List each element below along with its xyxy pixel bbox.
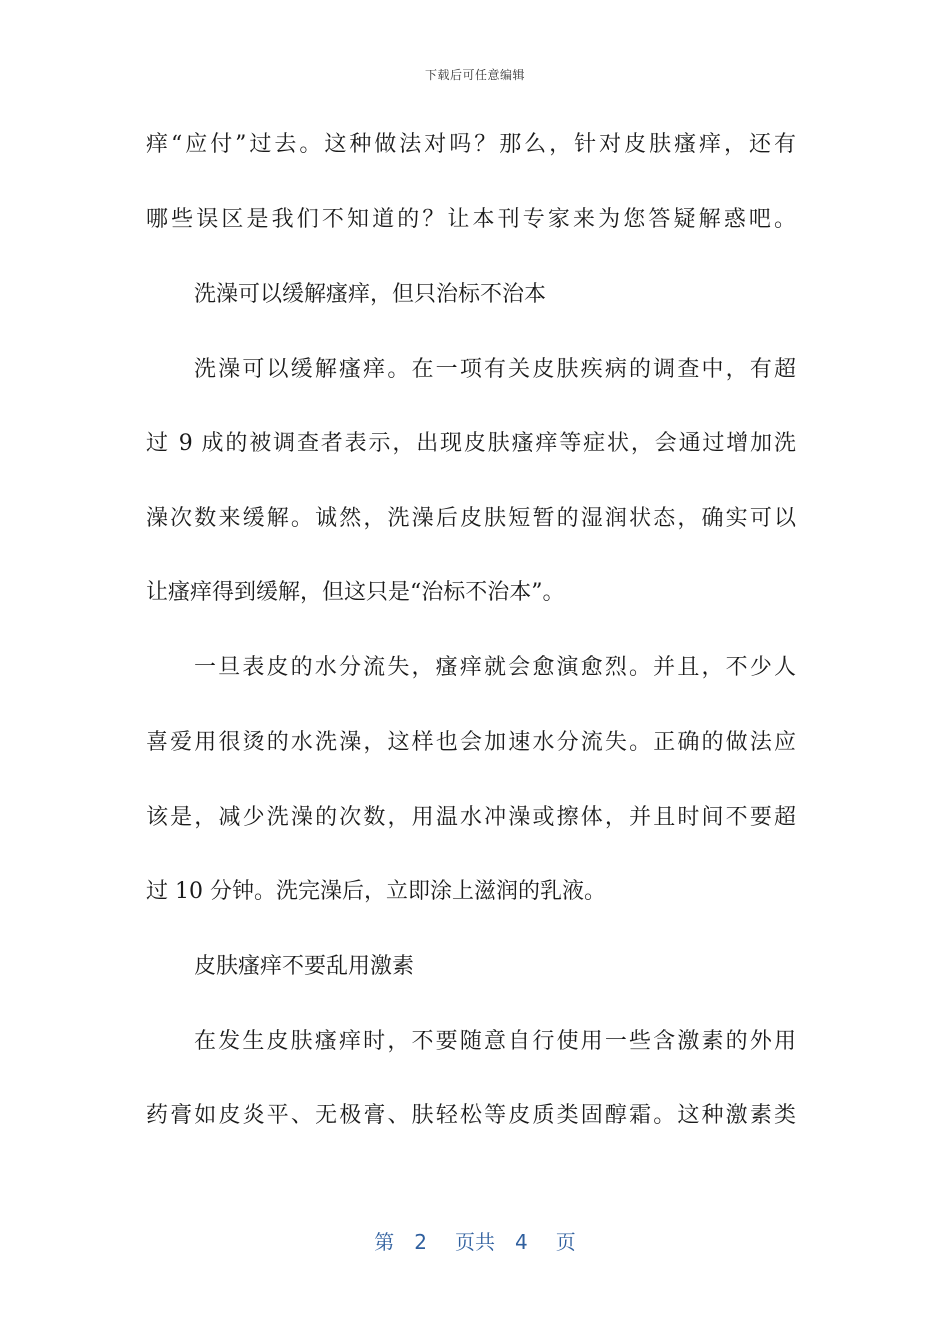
page-footer [0, 1226, 950, 1255]
text-line: 一旦表皮的水分流失，瘙痒就会愈演愈烈。并且，不少人 [194, 655, 796, 680]
text-line: 哪些误区是我们不知道的？让本刊专家来为您答疑解惑吧。 [146, 207, 796, 232]
text-line: 过 9 成的被调查者表示，出现皮肤瘙痒等症状，会通过增加洗 [146, 431, 796, 456]
text-line: 澡次数来缓解。诚然，洗澡后皮肤短暂的湿润状态，确实可以 [146, 506, 796, 531]
text-line: 过 10 分钟。洗完澡后，立即涂上滋润的乳液。 [146, 879, 606, 904]
footer-suffix: 页 [555, 1230, 576, 1254]
footer-middle: 页共 [455, 1230, 495, 1254]
header-note: 下载后可任意编辑 [424, 68, 525, 82]
footer-current-page: 2 [414, 1230, 427, 1254]
footer-prefix: 第 [374, 1230, 395, 1254]
text-line: 痒“应付”过去。这种做法对吗？那么，针对皮肤瘙痒，还有 [146, 132, 796, 157]
footer-total-pages: 4 [515, 1230, 528, 1254]
text-line: 在发生皮肤瘙痒时，不要随意自行使用一些含激素的外用 [194, 1029, 796, 1054]
text-line: 喜爱用很烫的水洗澡，这样也会加速水分流失。正确的做法应 [146, 730, 796, 755]
text-line: 让瘙痒得到缓解，但这只是“治标不治本”。 [146, 580, 565, 605]
text-line: 洗澡可以缓解瘙痒。在一项有关皮肤疾病的调查中，有超 [194, 357, 796, 382]
text-line: 该是，减少洗澡的次数，用温水冲澡或擦体，并且时间不要超 [146, 805, 796, 830]
text-line: 药膏如皮炎平、无极膏、肤轻松等皮质类固醇霜。这种激素类 [146, 1103, 796, 1128]
section-heading: 皮肤瘙痒不要乱用激素 [194, 954, 415, 979]
section-heading: 洗澡可以缓解瘙痒，但只治标不治本 [194, 282, 547, 307]
